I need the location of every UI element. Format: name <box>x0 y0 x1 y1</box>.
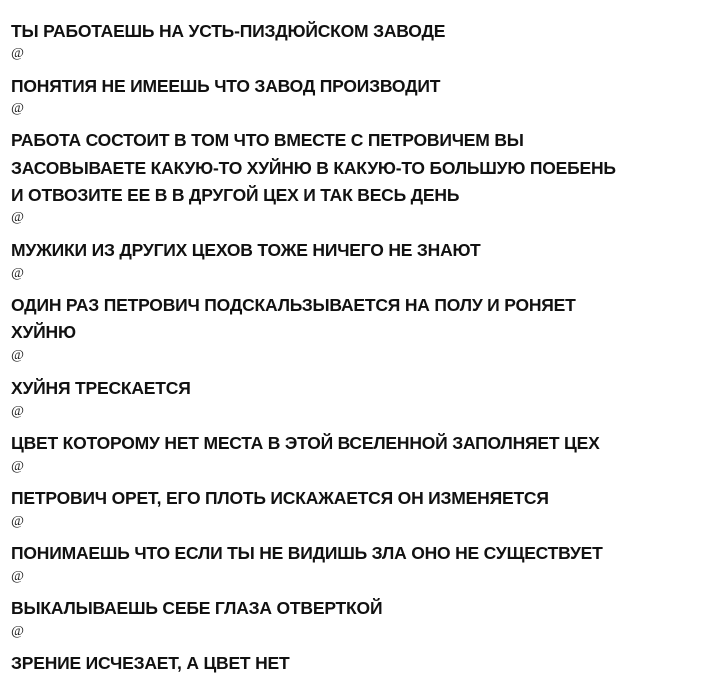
text-line: ХУЙНЯ ТРЕСКАЕТСЯ <box>11 378 191 398</box>
separator: @ <box>11 101 24 116</box>
text-line: ЦВЕТ КОТОРОМУ НЕТ МЕСТА В ЭТОЙ ВСЕЛЕННОЙ ЗАПОЛНЯЕТ ЦЕХ <box>11 433 600 453</box>
text-line: И ОТВОЗИТЕ ЕЕ В В ДРУГОЙ ЦЕХ И ТАК ВЕСЬ ДЕНЬ <box>11 185 460 205</box>
text-line: ТЫ РАБОТАЕШЬ НА УСТЬ-ПИЗДЮЙСКОМ ЗАВОДЕ <box>11 21 446 41</box>
text-line: ЗРЕНИЕ ИСЧЕЗАЕТ, А ЦВЕТ НЕТ <box>11 653 290 673</box>
text-line: РАБОТА СОСТОИТ В ТОМ ЧТО ВМЕСТЕ С ПЕТРОВИЧЕМ ВЫ <box>11 130 524 150</box>
text-line: ХУЙНЮ <box>11 322 76 342</box>
separator: @ <box>11 266 24 281</box>
text-line: ПОНЯТИЯ НЕ ИМЕЕШЬ ЧТО ЗАВОД ПРОИЗВОДИТ <box>11 76 441 96</box>
text-line: МУЖИКИ ИЗ ДРУГИХ ЦЕХОВ ТОЖЕ НИЧЕГО НЕ ЗНАЮТ <box>11 240 481 260</box>
text-line: ПОНИМАЕШЬ ЧТО ЕСЛИ ТЫ НЕ ВИДИШЬ ЗЛА ОНО НЕ СУЩЕСТВУЕТ <box>11 543 603 563</box>
separator: @ <box>11 569 24 584</box>
text-line: ЗАСОВЫВАЕТЕ КАКУЮ-ТО ХУЙНЮ В КАКУЮ-ТО БОЛЬШУЮ ПОЕБЕНЬ <box>11 158 616 178</box>
text-line: ПЕТРОВИЧ ОРЕТ, ЕГО ПЛОТЬ ИСКАЖАЕТСЯ ОН ИЗМЕНЯЕТСЯ <box>11 488 549 508</box>
text-line: ОДИН РАЗ ПЕТРОВИЧ ПОДСКАЛЬЗЫВАЕТСЯ НА ПОЛУ И РОНЯЕТ <box>11 295 576 315</box>
text-line: ВЫКАЛЫВАЕШЬ СЕБЕ ГЛАЗА ОТВЕРТКОЙ <box>11 598 383 618</box>
separator: @ <box>11 46 24 61</box>
separator: @ <box>11 210 24 225</box>
separator: @ <box>11 459 24 474</box>
separator: @ <box>11 348 24 363</box>
separator: @ <box>11 514 24 529</box>
separator: @ <box>11 624 24 639</box>
separator: @ <box>11 404 24 419</box>
